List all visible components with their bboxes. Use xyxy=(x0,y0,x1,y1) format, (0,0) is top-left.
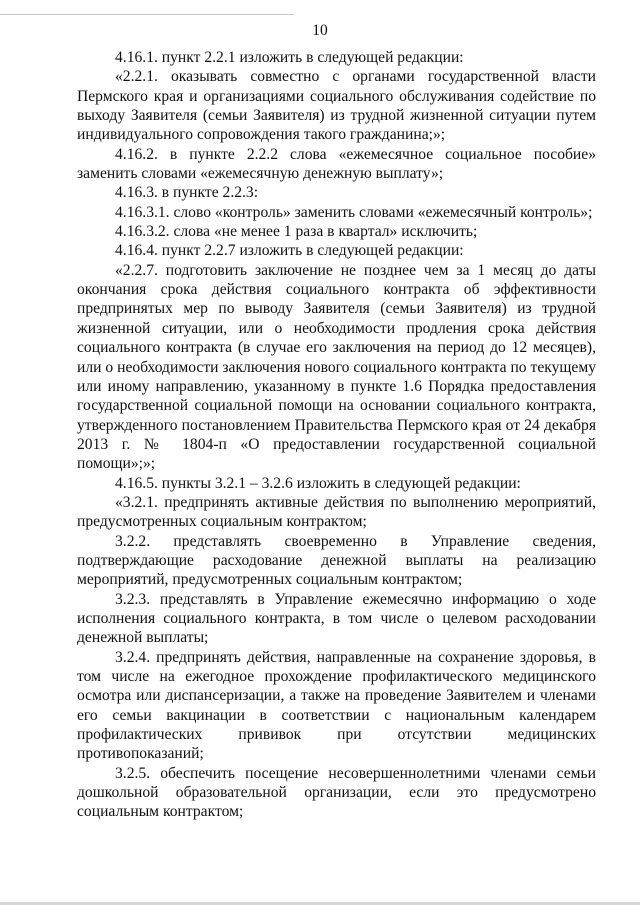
paragraph-2-2-7: «2.2.7. подготовить заключение не позднее чем за 1 месяц до даты окончания срока действия социального контракта об эффективности предпринятых мер по выводу Заявителя (семьи Заявителя) из трудной жизненной ситуации, или о необходимости продления срока действия социального контракта (в случае его заключения на период до 12 месяцев), или о необходимости заключения нового социального контракта по текущему или иному направлению, указанному в пункте 1.6 Порядка предоставления государственной социальной помощи на основании социального контракта, утвержденного постановлением Правительства Пермского края от 24 декабря 2013 г. № 1804-п «О предоставлении государственной социальной помощи»;»; xyxy=(77,261,596,473)
paragraph-3-2-5: 3.2.5. обеспечить посещение несовершеннолетними членами семьи дошкольной образовательной организации, если это предусмотрено социальным контрактом; xyxy=(77,764,596,821)
paragraph-2-2-1: «2.2.1. оказывать совместно с органами государственной власти Пермского края и организациями социального обслуживания содействие по выходу Заявителя (семьи Заявителя) из трудной жизненной ситуации путем индивидуального сопровождения такого гражданина;»; xyxy=(77,68,596,144)
paragraph-4-16-5: 4.16.5. пункты 3.2.1 – 3.2.6 изложить в следующей редакции: xyxy=(115,474,521,492)
paragraph-4-16-3-1: 4.16.3.1. слово «контроль» заменить словами «ежемесячный контроль»; xyxy=(115,203,593,221)
paragraph-4-16-3-2: 4.16.3.2. слова «не менее 1 раза в квартал» исключить; xyxy=(115,223,478,241)
paragraph-4-16-1: 4.16.1. пункт 2.2.1 изложить в следующей редакции: xyxy=(115,49,464,66)
paragraph-4-16-4: 4.16.4. пункт 2.2.7 изложить в следующей редакции: xyxy=(115,242,464,260)
paragraph-3-2-2: 3.2.2. представлять своевременно в Управление сведения, подтверждающие расходование денежной выплаты на реализацию мероприятий, предусмотренных социальным контрактом; xyxy=(77,532,596,589)
top-divider xyxy=(0,14,294,15)
document-body xyxy=(77,48,596,822)
paragraph-4-16-2: 4.16.2. в пункте 2.2.2 слова «ежемесячное социальное пособие» заменить словами «ежемесячную денежную выплату»; xyxy=(77,145,596,183)
paragraph-3-2-3: 3.2.3. представлять в Управление ежемесячно информацию о ходе исполнения социального контракта, в том числе о целевом расходовании денежной выплаты; xyxy=(77,590,596,647)
paragraph-3-2-1: «3.2.1. предпринять активные действия по выполнению мероприятий, предусмотренных социальным контрактом; xyxy=(77,493,596,531)
paragraph-3-2-4: 3.2.4. предпринять действия, направленные на сохранение здоровья, в том числе на ежегодное прохождение профилактического медицинского осмотра или диспансеризации, а также на проведение Заявителем и членами его семьи вакцинации в соответствии с национальным календарем профилактических прививок при отсутствии медицинских противопоказаний; xyxy=(77,648,596,763)
page-number: 10 xyxy=(312,22,328,39)
paragraph-4-16-3: 4.16.3. в пункте 2.2.3: xyxy=(115,184,259,202)
